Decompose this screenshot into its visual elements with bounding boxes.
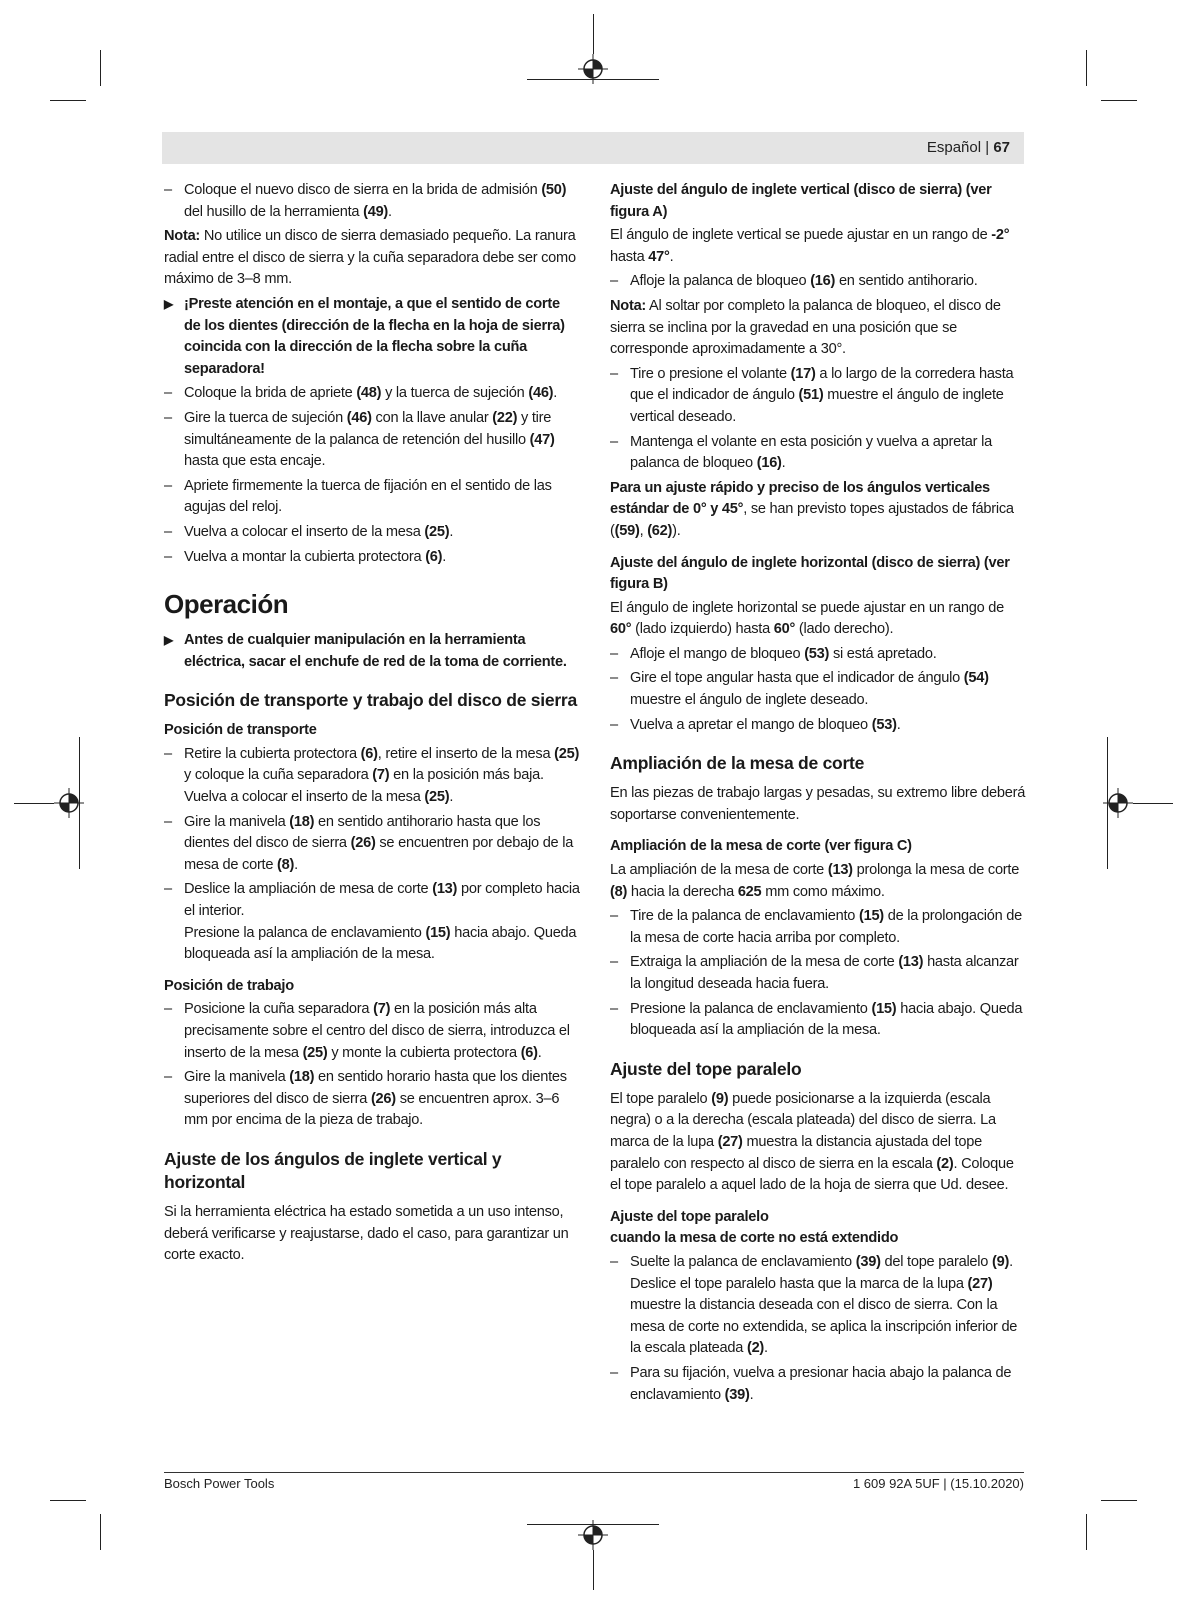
section-title-operacion: Operación <box>164 589 289 620</box>
list-item: – Deslice la ampliación de mesa de corte (13) por completo hacia el interior. Presione la palanca de enclavamiento (15) hacia abajo. Queda bloqueada así la ampliación de la mesa. <box>164 879 580 965</box>
subsection-title: Posición de trabajo <box>164 977 294 994</box>
paragraph: En las piezas de trabajo largas y pesadas, su extremo libre deberá soportarse convenientemente. <box>610 785 1026 823</box>
crop-mark <box>527 79 659 80</box>
crop-mark <box>14 803 54 804</box>
list-item: – Para su fijación, vuelva a presionar hacia abajo la palanca de enclavamiento (39). <box>610 1363 1026 1406</box>
list-item: – Gire la tuerca de sujeción (46) con la llave anular (22) y tire simultáneamente de la palanca de retención del husillo (47) hasta que esta encaje. <box>164 408 580 473</box>
list-item: – Coloque el nuevo disco de sierra en la brida de admisión (50) del husillo de la herramienta (49). <box>164 180 580 223</box>
crop-mark <box>593 1550 594 1590</box>
list-item: – Afloje el mango de bloqueo (53) si está apretado. <box>610 644 1026 666</box>
paragraph: El tope paralelo (9) puede posicionarse a la izquierda (escala negra) o a la derecha (escala plateada) del disco de sierra. La marca de la lupa (27) muestra la distancia ajustada del tope paralelo con respecto al disco de sierra en la escala (2). Coloque el tope paralelo a aquel lado de la hoja de sierra que Ud. desee. <box>610 1090 1014 1194</box>
section-title-posicion: Posición de transporte y trabajo del disco de sierra <box>164 690 577 711</box>
footer-doc-id: 1 609 92A 5UF | (15.10.2020) <box>852 1476 1024 1491</box>
footer-divider <box>164 1472 1024 1473</box>
list-item: – Gire el tope angular hasta que el indicador de ángulo (54) muestre el ángulo de inglete deseado. <box>610 668 1026 711</box>
note-paragraph: Nota: Al soltar por completo la palanca de bloqueo, el disco de sierra se inclina por la gravedad en una posición que se corresponde aproximadamente a 30°. <box>610 297 1001 358</box>
list-item: – Gire la manivela (18) en sentido horario hasta que los dientes superiores del disco de sierra (26) se encuentren aprox. 3–6 mm por encima de la pieza de trabajo. <box>164 1067 580 1132</box>
crop-mark <box>50 1500 86 1501</box>
paragraph: Si la herramienta eléctrica ha estado sometida a un uso intenso, deberá verificarse y reajustarse, dado el caso, para garantizar un corte exacto. <box>164 1203 569 1264</box>
list-item: – Posicione la cuña separadora (7) en la posición más alta precisamente sobre el centro del disco de sierra, introduzca el inserto de la mesa (25) y monte la cubierta protectora (6). <box>164 999 580 1064</box>
page-header <box>162 132 1024 164</box>
section-title-tope: Ajuste del tope paralelo <box>610 1058 802 1079</box>
crop-mark <box>593 14 594 54</box>
list-item: – Retire la cubierta protectora (6), retire el inserto de la mesa (25) y coloque la cuña separadora (7) en la posición más baja. Vuelva a colocar el inserto de la mesa (25). <box>164 744 580 809</box>
note-paragraph: Nota: No utilice un disco de sierra demasiado pequeño. La ranura radial entre el disco de sierra y la cuña separadora debe ser como máximo de 3–8 mm. <box>164 228 576 288</box>
crop-mark <box>100 50 101 86</box>
crop-mark <box>50 100 86 101</box>
list-item: – Mantenga el volante en esta posición y vuelva a apretar la palanca de bloqueo (16). <box>610 432 1026 475</box>
paragraph: Para un ajuste rápido y preciso de los ángulos verticales estándar de 0° y 45°, se han previsto topes ajustados de fábrica ((59), (62)). <box>610 479 1014 539</box>
list-item: – Vuelva a colocar el inserto de la mesa (25). <box>164 522 580 544</box>
list-item: – Extraiga la ampliación de la mesa de corte (13) hasta alcanzar la longitud deseada hacia fuera. <box>610 952 1026 995</box>
crop-mark <box>1086 50 1087 86</box>
list-item: – Apriete firmemente la tuerca de fijación en el sentido de las agujas del reloj. <box>164 476 580 519</box>
warning-item: ▶ ¡Preste atención en el montaje, a que el sentido de corte de los dientes (dirección de la flecha en la hoja de sierra) coincida con la dirección de la flecha sobre la cuña separadora! <box>164 294 580 380</box>
list-item: – Tire o presione el volante (17) a lo largo de la corredera hasta que el indicador de ángulo (51) muestre el ángulo de inglete vertical deseado. <box>610 364 1026 429</box>
section-title-ampliacion: Ampliación de la mesa de corte <box>610 753 865 774</box>
subsection-title: Ajuste del ángulo de inglete vertical (disco de sierra) (ver figura A) <box>610 182 992 220</box>
crop-mark <box>100 1514 101 1550</box>
list-item: – Suelte la palanca de enclavamiento (39) del tope paralelo (9). Deslice el tope paralelo hasta que la marca de la lupa (27) muestre la distancia deseada con el disco de sierra. Con la mesa de corte no extendida, se aplica la inscripción inferior de la escala plateada (2). <box>610 1252 1026 1360</box>
crop-mark <box>1086 1514 1087 1550</box>
crop-mark <box>527 1524 659 1525</box>
list-item: – Gire la manivela (18) en sentido antihorario hasta que los dientes del disco de sierra (26) se encuentren por debajo de la mesa de corte (8). <box>164 812 580 877</box>
subsection-title: Ajuste del ángulo de inglete horizontal (disco de sierra) (ver figura B) <box>610 554 1010 593</box>
header-language: Español <box>926 139 982 156</box>
subsection-title: Posición de transporte <box>164 722 317 739</box>
left-column <box>164 180 580 1270</box>
list-item: – Vuelva a montar la cubierta protectora (6). <box>164 547 580 569</box>
list-item: – Tire de la palanca de enclavamiento (15) de la prolongación de la mesa de corte hacia arriba por completo. <box>610 906 1026 949</box>
crop-mark <box>1101 100 1137 101</box>
section-title-angulos: Ajuste de los ángulos de inglete vertical y horizontal <box>164 1148 502 1192</box>
crop-mark <box>1101 1500 1137 1501</box>
header-text: Español | 67 <box>926 139 1010 156</box>
subsection-title: Ajuste del tope paralelo cuando la mesa de corte no está extendido <box>610 1208 899 1247</box>
right-column <box>610 180 1026 1409</box>
crop-mark <box>1107 737 1108 869</box>
paragraph: El ángulo de inglete vertical se puede ajustar en un rango de -2° hasta 47°. <box>610 227 1010 265</box>
footer-brand: Bosch Power Tools <box>164 1476 275 1491</box>
paragraph: El ángulo de inglete horizontal se puede ajustar en un rango de 60° (lado izquierdo) hasta 60° (lado derecho). <box>610 599 1004 638</box>
crop-mark <box>1133 803 1173 804</box>
crop-mark <box>79 737 80 869</box>
list-item: – Afloje la palanca de bloqueo (16) en sentido antihorario. <box>610 271 1026 293</box>
page-number: 67 <box>993 139 1010 156</box>
paragraph: La ampliación de la mesa de corte (13) prolonga la mesa de corte (8) hacia la derecha 625 mm como máximo. <box>610 862 1020 900</box>
subsection-title: Ampliación de la mesa de corte (ver figura C) <box>610 838 912 855</box>
list-item: – Presione la palanca de enclavamiento (15) hacia abajo. Queda bloqueada así la ampliación de la mesa. <box>610 999 1026 1042</box>
list-item: – Coloque la brida de apriete (48) y la tuerca de sujeción (46). <box>164 383 580 405</box>
warning-item: ▶ Antes de cualquier manipulación en la herramienta eléctrica, sacar el enchufe de red de la toma de corriente. <box>164 630 580 673</box>
list-item: – Vuelva a apretar el mango de bloqueo (53). <box>610 715 1026 737</box>
